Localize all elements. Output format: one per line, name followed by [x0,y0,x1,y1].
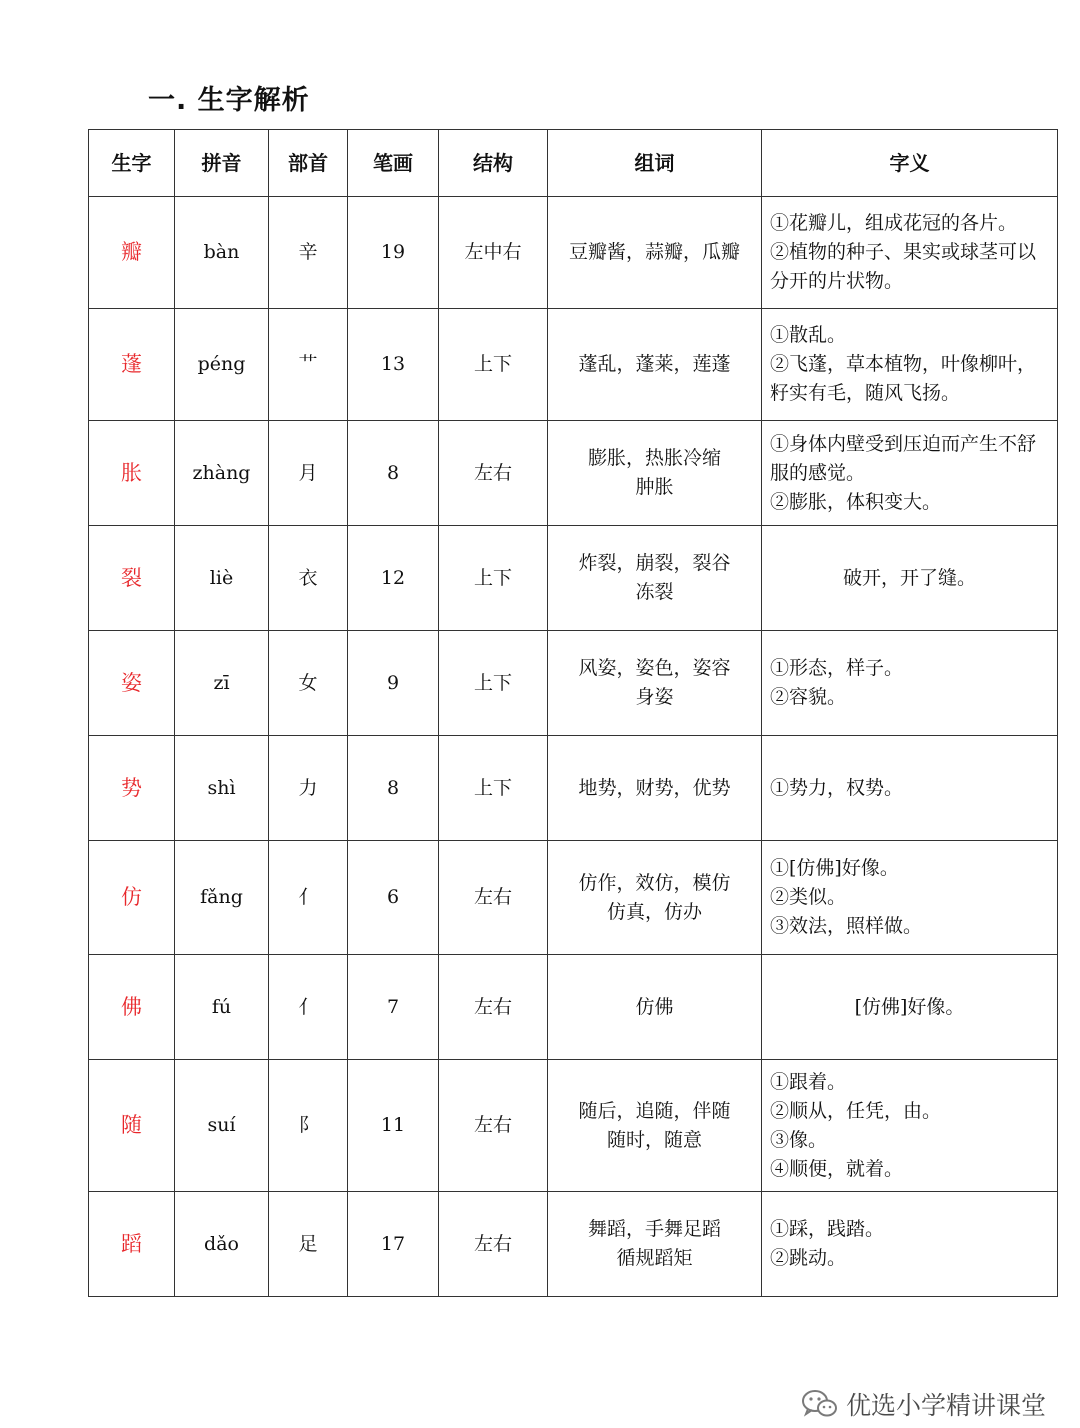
cell-words [548,526,762,631]
table-row [89,421,1058,526]
cell-meaning [762,1060,1058,1192]
cell-words [548,736,762,841]
cell-radical: 女 [269,631,348,736]
cell-char: 姿 [89,631,175,736]
cell-meaning [762,1192,1058,1297]
word-line: 蓬乱，蓬莱，莲蓬 [578,353,731,375]
cell-strokes: 8 [348,421,439,526]
cell-structure: 上下 [439,309,548,421]
header-char: 生字 [89,130,175,197]
section-title: 一. 生字解析 [148,85,310,116]
cell-strokes: 13 [348,309,439,421]
meaning-line: ②膨胀，体积变大。 [770,490,942,513]
table-row [89,526,1058,631]
word-line: 冻裂 [635,581,674,603]
meaning-line: ④顺便，就着。 [770,1157,904,1180]
cell-char: 势 [89,736,175,841]
cell-radical: 足 [269,1192,348,1297]
cell-structure: 上下 [439,631,548,736]
word-line: 膨胀，热胀冷缩 [587,447,721,469]
cell-radical: 艹 [269,309,348,421]
meaning-line: ②类似。 [770,886,847,908]
meaning-line: ②植物的种子、果实或球茎可以分开的片状物。 [770,241,1037,292]
table-row [89,309,1058,421]
word-line: 炸裂，崩裂，裂谷 [578,552,731,574]
cell-words [548,841,762,955]
cell-strokes: 7 [348,955,439,1060]
meaning-line: 破开，开了缝。 [842,566,976,589]
meaning-line: ①散乱。 [770,324,847,346]
meaning-line: ②顺从，任凭，由。 [770,1099,942,1122]
meaning-line: ②跳动。 [770,1247,847,1269]
watermark [800,1386,1046,1422]
table-body [89,197,1058,1297]
meaning-line: ①跟着。 [770,1070,847,1093]
meaning-line: ①[仿佛]好像。 [770,857,899,879]
cell-structure: 左右 [439,1192,548,1297]
cell-strokes: 19 [348,197,439,309]
cell-meaning [762,955,1058,1060]
cell-char: 佛 [89,955,175,1060]
cell-structure: 左右 [439,1060,548,1192]
cell-pinyin: zhàng [175,421,269,526]
cell-char: 裂 [89,526,175,631]
word-line: 仿佛 [635,995,674,1018]
word-line: 地势，财势，优势 [578,776,731,799]
table-row [89,1192,1058,1297]
cell-strokes: 8 [348,736,439,841]
cell-pinyin: suí [175,1060,269,1192]
header-meaning: 字义 [762,130,1058,197]
table-row [89,631,1058,736]
cell-strokes: 12 [348,526,439,631]
header-strokes: 笔画 [348,130,439,197]
meaning-line: ①形态，样子。 [770,657,904,679]
cell-pinyin: bàn [175,197,269,309]
header-radical: 部首 [269,130,348,197]
cell-structure: 左右 [439,955,548,1060]
word-line: 随后，追随，伴随 [578,1099,731,1122]
cell-pinyin: péng [175,309,269,421]
header-pinyin: 拼音 [175,130,269,197]
cell-pinyin: shì [175,736,269,841]
cell-pinyin: fú [175,955,269,1060]
cell-strokes: 9 [348,631,439,736]
cell-radical: 辛 [269,197,348,309]
meaning-line: ②飞蓬，草本植物，叶像柳叶，籽实有毛，随风飞扬。 [770,353,1037,404]
word-line: 仿真，仿办 [606,900,702,923]
cell-structure: 左右 [439,421,548,526]
cell-meaning [762,841,1058,955]
meaning-line: [仿佛]好像。 [854,995,965,1018]
cell-meaning [762,421,1058,526]
meaning-line: ①花瓣儿，组成花冠的各片。 [770,212,1018,234]
cell-meaning [762,526,1058,631]
cell-pinyin: dǎo [175,1192,269,1297]
cell-meaning [762,309,1058,421]
word-line: 豆瓣酱，蒜瓣，瓜瓣 [568,241,740,263]
cell-structure: 左中右 [439,197,548,309]
cell-strokes: 6 [348,841,439,955]
word-line: 风姿，姿色，姿容 [578,657,731,679]
word-line: 随时，随意 [606,1128,702,1151]
cell-pinyin: liè [175,526,269,631]
cell-radical: 阝 [269,1060,348,1192]
cell-words [548,631,762,736]
cell-meaning [762,197,1058,309]
word-line: 仿作，效仿，模仿 [578,871,731,894]
word-line: 舞蹈，手舞足蹈 [587,1218,721,1240]
wechat-icon [800,1388,838,1420]
cell-words [548,1060,762,1192]
cell-char: 仿 [89,841,175,955]
meaning-line: ①踩，践踏。 [770,1218,885,1240]
meaning-line: ②容貌。 [770,686,847,708]
cell-structure: 上下 [439,736,548,841]
cell-pinyin: zī [175,631,269,736]
cell-char: 蹈 [89,1192,175,1297]
header-structure: 结构 [439,130,548,197]
word-line: 肿胀 [635,476,674,498]
cell-strokes: 11 [348,1060,439,1192]
word-line: 身姿 [635,686,674,708]
cell-words [548,197,762,309]
cell-radical: 月 [269,421,348,526]
cell-words [548,309,762,421]
table-row [89,1060,1058,1192]
table-header-row [89,130,1058,197]
cell-radical: 亻 [269,955,348,1060]
watermark-text: 优选小学精讲课堂 [845,1391,1046,1420]
character-analysis-table [88,129,1058,1297]
word-line: 循规蹈矩 [616,1247,693,1269]
cell-pinyin: fǎng [175,841,269,955]
table-row [89,841,1058,955]
cell-char: 蓬 [89,309,175,421]
meaning-line: ①势力，权势。 [770,776,904,799]
meaning-line: ①身体内壁受到压迫而产生不舒服的感觉。 [770,432,1037,484]
header-words: 组词 [548,130,762,197]
table-row [89,955,1058,1060]
cell-structure: 左右 [439,841,548,955]
cell-char: 随 [89,1060,175,1192]
cell-radical: 力 [269,736,348,841]
cell-words [548,1192,762,1297]
cell-words [548,955,762,1060]
meaning-line: ③效法，照样做。 [770,915,923,937]
cell-meaning [762,736,1058,841]
cell-structure: 上下 [439,526,548,631]
cell-radical: 亻 [269,841,348,955]
cell-strokes: 17 [348,1192,439,1297]
cell-meaning [762,631,1058,736]
table-row [89,197,1058,309]
cell-char: 胀 [89,421,175,526]
cell-words [548,421,762,526]
table-row [89,736,1058,841]
cell-radical: 衣 [269,526,348,631]
cell-char: 瓣 [89,197,175,309]
meaning-line: ③像。 [770,1128,828,1151]
